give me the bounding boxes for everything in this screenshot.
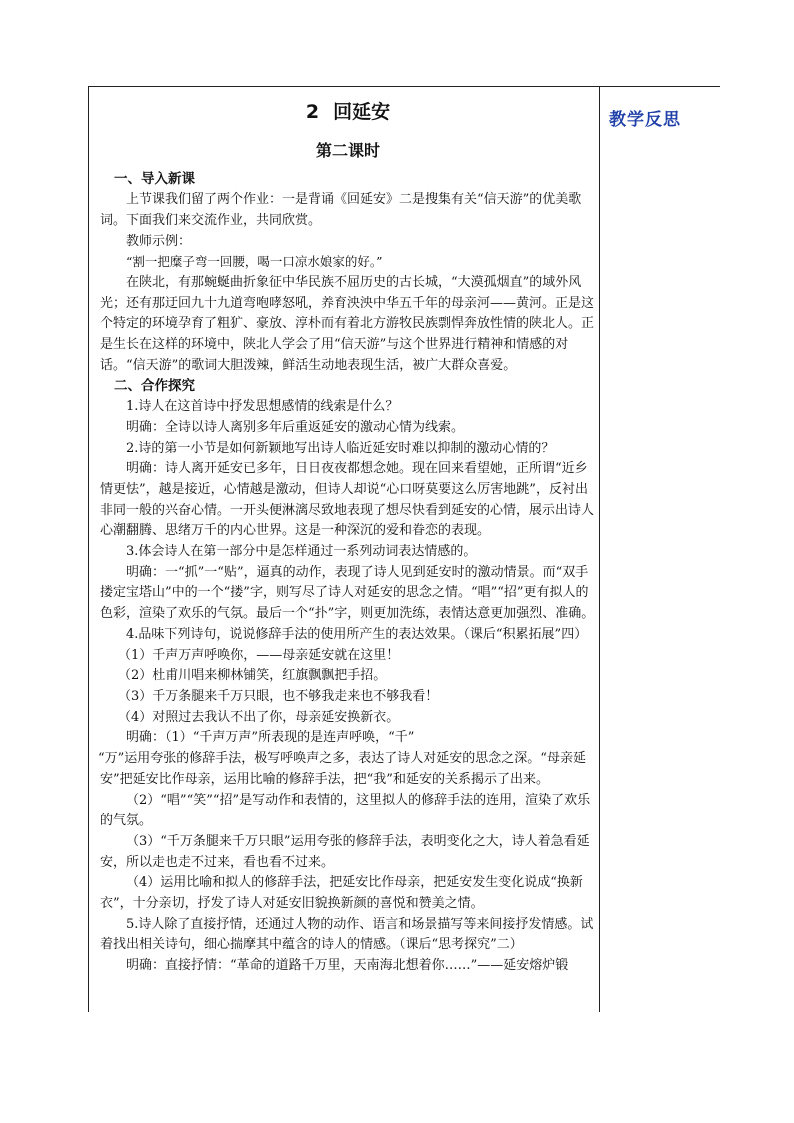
lesson-title-text: 回延安 — [333, 101, 391, 123]
lesson-content — [100, 102, 596, 977]
poem-line: （1）千声万声呼唤你，——母亲延安就在这里！ — [118, 647, 400, 663]
answer: （3）“千万条腿来千万只眼”运用夸张的修辞手法，表明变化之大，诗人着急看延安，所以走也走不过来，看也看不过来。 — [100, 833, 590, 870]
paragraph: 在陕北，有那蜿蜒曲折象征中华民族不屈历史的古长城，“大漠孤烟直”的域外风光；还有那迂回九十九道弯咆哮怒吼，养育泱泱中华五千年的母亲河——黄河。正是这个特定的环境孕育了粗犷、豪放、淳朴而有着北方游牧民族剽悍奔放性情的陕北人。正是生长在这样的环境中，陕北人学会了用“信天游”与这个世界进行精神和情感的对话。“信天游”的歌词大胆泼辣，鲜活生动地表现生活，被广大群众喜爱。 — [100, 274, 595, 373]
answer: 明确：（1）“千声万声”所表现的是连声呼唤，“千” — [126, 730, 415, 746]
answer: 明确：一“抓”一“贴”，逼真的动作，表现了诗人见到延安时的激动情景。而“双手搂定宝塔山”中的一个“搂”字，则写尽了诗人对延安的思念之情。“唱”“招”更有拟人的色彩，渲染了欢乐的气氛。最后一个“扑”字，则更加洗练，表情达意更加强烈、准确。 — [100, 564, 595, 622]
poem-line: （3）千万条腿来千万只眼，也不够我走来也不够我看！ — [118, 688, 439, 704]
lesson-subtitle: 第二课时 — [315, 140, 380, 160]
section-heading-explore: 二、合作探究 — [114, 378, 195, 395]
reflection-title: 教学反思 — [609, 110, 681, 130]
lesson-title — [100, 102, 596, 123]
answer: 明确：直接抒情：“革命的道路千万里，天南海北想着你……”——延安熔炉锻 — [126, 958, 569, 974]
question: 2.诗的第一小节是如何新颖地写出诗人临近延安时难以抑制的激动心情的？ — [126, 440, 555, 456]
answer: “万”运用夸张的修辞手法，极写呼唤声之多，表达了诗人对延安的思念之深。“母亲延安”把延安比作母亲，运用比喻的修辞手法，把“我”和延安的关系揭示了出来。 — [98, 751, 586, 787]
question: 3.体会诗人在第一部分中是怎样通过一系列动词表达情感的。 — [126, 544, 477, 560]
question: 1.诗人在这首诗中抒发思想感情的线索是什么？ — [126, 399, 399, 415]
section-heading-intro: 一、导入新课 — [114, 171, 195, 188]
answer: 明确：诗人离开延安已多年，日日夜夜都想念她。现在回来看望她，正所谓“近乡情更怯”，越是接近，心情越是激动，但诗人却说“心口呀莫要这么厉害地跳”，反衬出非同一般的兴奋心情。一开头便淋漓尽致地表现了想尽快看到延安的心情，展示出诗人心潮翻腾、思绪万千的内心世界。这是一种深沉的爱和眷恋的表现。 — [100, 461, 595, 539]
paragraph: 教师示例： — [126, 233, 192, 249]
example-quote: “割一把糜子弯一回腰，喝一口凉水娘家的好。” — [126, 254, 383, 270]
answer: 明确：全诗以诗人离别多年后重返延安的激动心情为线索。 — [126, 419, 465, 435]
question: 5.诗人除了直接抒情，还通过人物的动作、语言和场景描写等来间接抒发情感。试着找出相关诗句，细心揣摩其中蕴含的诗人的情感。（课后“思考探究”二） — [100, 916, 594, 953]
paragraph: 上节课我们留了两个作业：一是背诵《回延安》二是搜集有关“信天游”的优美歌词。下面我们来交流作业，共同欣赏。 — [100, 192, 582, 228]
answer: （4）运用比喻和拟人的修辞手法，把延安比作母亲，把延安发生变化说成“换新衣”，十分亲切，抒发了诗人对延安旧貌换新颜的喜悦和赞美之情。 — [100, 875, 583, 912]
poem-line: （4）对照过去我认不出了你，母亲延安换新衣。 — [118, 709, 400, 725]
answer: （2）“唱”“笑”“招”是写动作和表情的，这里拟人的修辞手法的连用，渲染了欢乐的气氛。 — [100, 792, 591, 829]
question: 4.品味下列诗句，说说修辞手法的使用所产生的表达效果。（课后“积累拓展”四） — [126, 626, 588, 642]
lesson-number: 2 — [305, 101, 320, 123]
poem-line: （2）杜甫川唱来柳林铺笑，红旗飘飘把手招。 — [118, 668, 387, 684]
reflection-column — [600, 86, 720, 1012]
